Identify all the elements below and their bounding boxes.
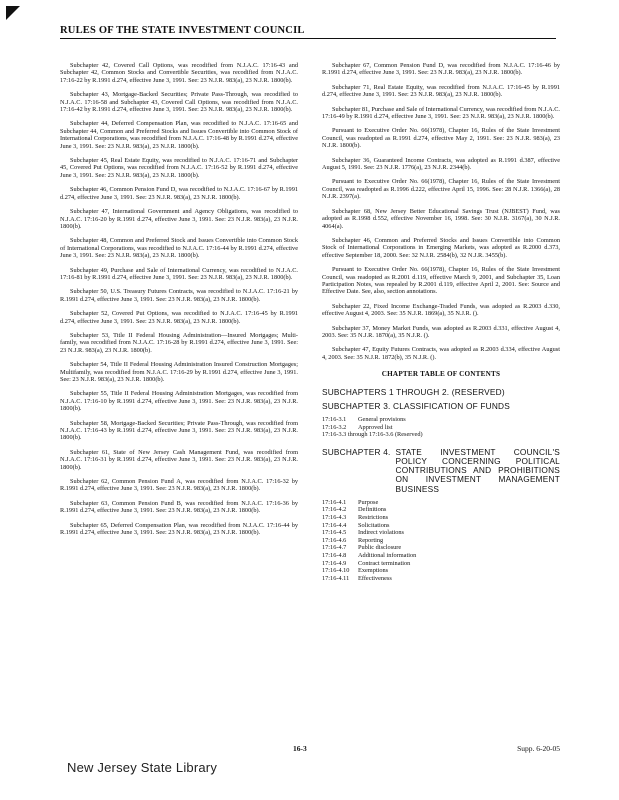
subchapter-1-2-heading: SUBCHAPTERS 1 THROUGH 2. (RESERVED) [322,386,505,397]
section-title: Solicitations [358,521,390,529]
history-note: Subchapter 65, Deferred Compensation Plan, was recodified from N.J.A.C. 17:16-44 by R.1991 d.274, effective June 3, 1991. See: 23 N.J.R. 983(a), 23 N.J.R. 1800(b). [60,521,298,537]
toc-entry [322,514,560,522]
toc-entry [322,529,560,537]
subchapter-3-heading: SUBCHAPTER 3. CLASSIFICATION OF FUNDS [322,400,510,411]
history-note: Pursuant to Executive Order No. 66(1978), Chapter 16, Rules of the State Investment Council, was readopted as R.2001 d.119, effective March 9, 2001, and Subchapter 35, Loan Participation Notes, was repealed by R.2001 d.119, effective April 2, 2001. See: Source and Effective Date. See, also, section annotations. [322,266,560,296]
section-number: 17:16-3.3 through 17:16-3.6 [322,431,394,439]
toc-entry [322,537,560,545]
subchapter-4-label: SUBCHAPTER 4. [322,446,391,457]
section-title: Definitions [358,506,387,514]
section-title: Effectiveness [358,574,392,582]
section-number: 17:16-3.2 [322,423,347,431]
history-note: Subchapter 47, International Government and Agency Obligations, was recodified to N.J.A.C. 17:16-20 by R.1991 d.274, effective June 3, 1991. See: 23 N.J.R. 983(a), 23 N.J.R. 1800(b). [60,208,298,230]
history-note: Subchapter 67, Common Pension Fund D, was recodified from N.J.A.C. 17:16-46 by R.1991 d.274, effective June 3, 1991. See: 23 N.J.R. 983(a), 23 N.J.R. 1800(b). [322,62,560,77]
history-note: Subchapter 58, Mortgage-Backed Securities; Private Pass-Through, was recodified from N.J.A.C. 17:16-43 by R.1991 d.274, effective June 3, 1991. See: 23 N.J.R. 983(a), 23 N.J.R. 1800(b). [60,419,298,442]
history-note: Subchapter 37, Money Market Funds, was adopted as R.2003 d.331, effective August 4, 2003. See: 35 N.J.R. 1870(a), 35 N.J.R. (). [322,324,560,339]
history-note: Subchapter 62, Common Pension Fund A, was recodified from N.J.A.C. 17:16-32 by R.1991 d.274, effective June 3, 1991. See: 23 N.J.R. 983(a), 23 N.J.R. 1800(b). [60,478,298,493]
history-note: Subchapter 49, Purchase and Sale of International Currency, was recodified to N.J.A.C. 17:16-81 by R.1991 d.274, effective June 3, 1991. See: 23 N.J.R. 983(a), 23 N.J.R. 1800(b). [60,266,298,281]
history-note: Subchapter 54, Title II Federal Housing Administration Insured Construction Mortgages; Multifamily, was recodified from N.J.A.C. 17:16-29 by R.1991 d.274, effective June 3, 1991. See: 23 N.J.R. 983(a), 23 N.J.R. 1800(b). [60,361,298,383]
history-note: Subchapter 36, Guaranteed Income Contracts, was adopted as R.1991 d.387, effective August 5, 1991. See: 23 N.J.R. 1776(a), 23 N.J.R. 2344(b). [322,156,560,172]
history-note: Subchapter 42, Covered Call Options, was recodified from N.J.A.C. 17:16-43 and Subchapter 42, Common Stocks and Convertible Securities, was recodified from N.J.A.C. 17:16-22 by R.1991 d.274, effective June 3, 1991. See: 23 N.J.R. 983(a), 23 N.J.R. 1800(b). [60,62,298,84]
toc-entry [322,424,560,432]
history-note: Subchapter 48, Common and Preferred Stock and Issues Convertible into Common Stock of International Corporations, was recodified to N.J.A.C. 17:16-44 by R.1991 d.274, effective June 3, 1991. See: 23 N.J.R. 983(a), 23 N.J.R. 1800(b). [60,237,298,260]
section-title: Reporting [358,536,384,544]
section-number: 17:16-4.4 [322,521,347,529]
subchapter-3-entries [322,416,560,439]
history-note: Subchapter 55, Title II Federal Housing Administration Mortgages, was recodified from N.J.A.C. 17:16-10 by R.1991 d.274, effective June 3, 1991. See: 23 N.J.R. 983(a), 23 N.J.R. 1800(b). [60,390,298,413]
history-note: Subchapter 81, Purchase and Sale of International Currency, was recodified from N.J.A.C. 17:16-49 by R.1991 d.274, effective June 3, 1991. See: 23 N.J.R. 983(a), 23 N.J.R. 1800(b). [322,105,560,121]
section-title: Contract termination [358,559,411,567]
history-note: Subchapter 50, U.S. Treasury Futures Contracts, was recodified to N.J.A.C. 17:16-21 by R.1991 d.274, effective June 3, 1991. See: 23 N.J.R. 983(a), 23 N.J.R. 1800(b). [60,288,298,303]
history-note: Subchapter 46, Common and Preferred Stocks and Issues Convertible into Common Stock of International Corporations in Emerging Markets, was adopted as R.2000 d.373, effective September 18, 2000. See: 32 N.J.R. 2584(b), 32 N.J.R. 3455(b). [322,236,560,259]
section-title: Additional information [358,551,417,559]
library-watermark: New Jersey State Library [67,760,218,775]
section-title: Indirect violations [358,529,404,537]
history-note: Pursuant to Executive Order No. 66(1978), Chapter 16, Rules of the State Investment Council, was readopted as R.1991 d.274, effective May 2, 1991. See: 23 N.J.R. 983(a), 23 N.J.R. 1800(b). [322,127,560,150]
section-number: 17:16-4.11 [322,574,350,582]
history-note: Subchapter 45, Real Estate Equity, was recodified to N.J.A.C. 17:16-71 and Subchapter 45, Covered Put Options, was recodified from N.J.A.C. 17:16-52 by R.1991 d.274, effective June 3, 1991. See: 23 N.J.R. 983(a), 23 N.J.R. 1800(b). [60,157,298,179]
history-note: Subchapter 44, Deferred Compensation Plan, was recodified to N.J.A.C. 17:16-65 and Subchapter 44, Common and Preferred Stocks and Issues Convertible into Common Stock of International Corporations, was recodified from N.J.A.C. 17:16-48 by R.1991 d.274, effective June 3, 1991. See: 23 N.J.R. 983(a), 23 N.J.R. 1800(b). [60,120,298,150]
section-title: Approved list [358,423,393,431]
section-title: Public disclosure [358,544,402,552]
section-number: 17:16-4.1 [322,498,347,506]
history-note: Subchapter 22, Fixed Income Exchange-Traded Funds, was adopted as R.2003 d.330, effective August 4, 2003. See: 35 N.J.R. 1869(a), 35 N.J.R. (). [322,302,560,318]
page-header [60,25,556,39]
history-note: Subchapter 53, Title II Federal Housing Administration—Insured Mortgages; Multi-family, was recodified from N.J.A.C. 17:16-28 by R.1991 d.274, effective June 3, 1991. See: 23 N.J.R. 983(a), 23 N.J.R. 1800(b). [60,331,298,354]
history-note: Subchapter 63, Common Pension Fund B, was recodified from N.J.A.C. 17:16-36 by R.1991 d.274, effective June 3, 1991. See: 23 N.J.R. 983(a), 23 N.J.R. 1800(b). [60,499,298,515]
section-title: Exemptions [358,567,389,575]
right-column [322,62,560,591]
section-number: 17:16-4.8 [322,551,347,559]
section-number: 17:16-4.10 [322,567,350,575]
history-note: Subchapter 68, New Jersey Better Educational Savings Trust (NJBEST) Fund, was adopted as R.1998 d.552, effective November 16, 1998. See: 30 N.J.R. 3167(a), 30 N.J.R. 4064(a). [322,207,560,230]
section-title: (Reserved) [394,431,423,439]
subchapter-4-title: STATE INVESTMENT COUNCIL'S POLICY CONCERNING POLITICAL CONTRIBUTIONS AND PROHIBITIONS ON INVESTMENT MANAGEMENT BUSINESS [395,446,560,494]
toc-entry [322,575,560,583]
subchapter-4-entries [322,499,560,583]
page-corner-mark [6,6,20,20]
subchapter-4-heading [322,448,560,494]
toc-entry [322,416,560,424]
history-note: Subchapter 52, Covered Put Options, was recodified to N.J.A.C. 17:16-45 by R.1991 d.274, effective June 3, 1991. See: 23 N.J.R. 983(a), 23 N.J.R. 1800(b). [60,310,298,325]
page-footer [60,744,560,756]
left-column [60,62,298,544]
section-number: 17:16-3.1 [322,416,347,423]
toc-title: CHAPTER TABLE OF CONTENTS [381,370,501,379]
history-note: Subchapter 61, State of New Jersey Cash Management Fund, was recodified from N.J.A.C. 17:16-31 by R.1991 d.274, effective June 3, 1991. See: 23 N.J.R. 983(a), 23 N.J.R. 1800(b). [60,448,298,471]
section-title: Restrictions [358,513,389,521]
section-title: General provisions [358,416,406,423]
toc-entry [322,544,560,552]
history-note: Subchapter 46, Common Pension Fund D, was recodified to N.J.A.C. 17:16-67 by R.1991 d.274, effective June 3, 1991. See: 23 N.J.R. 983(a), 23 N.J.R. 1800(b). [60,186,298,201]
section-number: 17:16-4.5 [322,529,347,537]
supplement-date: Supp. 6-20-05 [517,744,560,753]
history-note: Subchapter 43, Mortgage-Backed Securities; Private Pass-Through, was recodified to N.J.A.C. 17:16-58 and Subchapter 43, Covered Call Options, was recodified from N.J.A.C. 17:16-42 by R.1991 d.274, effective June 3, 1991. See: 23 N.J.R. 983(a), 23 N.J.R. 1800(b). [60,91,298,114]
section-title: Purpose [358,498,379,506]
toc-entry [322,431,560,439]
toc-entry [322,567,560,575]
history-note: Pursuant to Executive Order No. 66(1978), Chapter 16, Rules of the State Investment Council, was readopted as R.1996 d.222, effective April 15, 1996. See: 28 N.J.R. 1366(a), 28 N.J.R. 2397(a). [322,178,560,201]
toc-entry [322,499,560,507]
history-note: Subchapter 71, Real Estate Equity, was recodified from N.J.A.C. 17:16-45 by R.1991 d.274, effective June 3, 1991. See: 23 N.J.R. 983(a), 23 N.J.R. 1800(b). [322,83,560,99]
history-note: Subchapter 47, Equity Futures Contracts, was adopted as R.2003 d.334, effective August 4, 2003. See: 35 N.J.R. 1872(b), 35 N.J.R. (). [322,346,560,361]
toc-entry [322,552,560,560]
page-number: 16-3 [293,744,307,753]
toc-entry [322,522,560,530]
toc-entry [322,506,560,514]
section-number: 17:16-4.7 [322,544,347,552]
section-number: 17:16-4.3 [322,513,347,521]
header-title: RULES OF THE STATE INVESTMENT COUNCIL [60,25,305,36]
section-number: 17:16-4.6 [322,536,347,544]
section-number: 17:16-4.2 [322,506,347,514]
section-number: 17:16-4.9 [322,559,347,567]
toc-entry [322,560,560,568]
